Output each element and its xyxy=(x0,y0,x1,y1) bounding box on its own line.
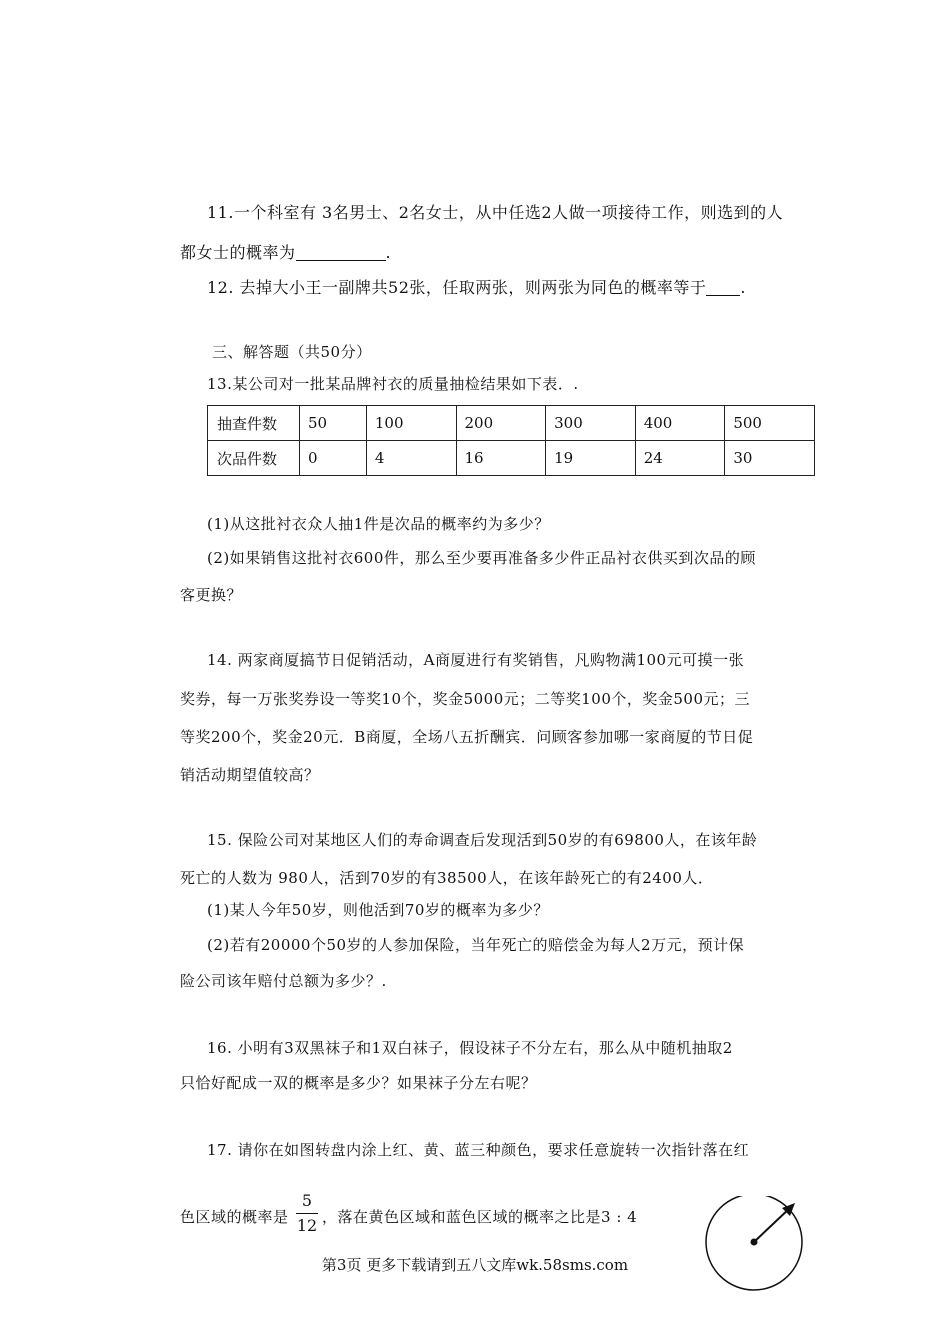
fraction-numerator: 5 xyxy=(301,1191,313,1210)
table-cell: 19 xyxy=(546,441,636,476)
answer-blank-11 xyxy=(296,244,386,261)
question-17-line-2-pre: 色区域的概率是 xyxy=(180,1208,289,1226)
spinner-dial-diagram xyxy=(700,1196,810,1306)
probability-fraction xyxy=(296,1190,318,1237)
spinner-center-dot xyxy=(751,1239,758,1246)
question-14-line-1: 14. 两家商厦搞节日促销活动，A商厦进行有奖销售，凡购物满100元可摸一张 xyxy=(207,651,745,669)
question-14-line-4: 销活动期望值较高？ xyxy=(180,766,320,784)
table-cell: 30 xyxy=(725,441,815,476)
question-15-line-1: 15. 保险公司对某地区人们的寿命调查后发现活到50岁的有69800人，在该年龄 xyxy=(207,831,758,849)
table-cell: 16 xyxy=(456,441,546,476)
table-cell: 200 xyxy=(456,406,546,441)
table-row xyxy=(208,406,815,441)
question-16-line-1: 16. 小明有3双黑袜子和1双白袜子，假设袜子不分左右，那么从中随机抽取2 xyxy=(207,1039,733,1057)
table-cell: 24 xyxy=(635,441,725,476)
question-15-part-2-line-1: (2)若有20000个50岁的人参加保险，当年死亡的赔偿金为每人2万元，预计保 xyxy=(207,936,745,954)
answer-blank-12 xyxy=(706,279,740,296)
question-12-text: 12. 去掉大小王一副牌共52张，任取两张，则两张为同色的概率等于 xyxy=(207,278,707,297)
question-11-line-1: 11.一个科室有 3名男士、2名女士，从中任选2人做一项接待工作，则选到的人 xyxy=(207,203,784,222)
table-row-header: 抽查件数 xyxy=(208,406,300,441)
table-cell: 0 xyxy=(300,441,367,476)
question-14-line-2: 奖券，每一万张奖券设一等奖10个，奖金5000元；二等奖100个，奖金500元；三 xyxy=(180,690,751,708)
question-12 xyxy=(207,278,746,298)
question-17-line-2-post: ，落在黄色区域和蓝色区域的概率之比是3 : 4 xyxy=(322,1208,638,1226)
fraction-bar xyxy=(296,1213,318,1214)
question-12-end: . xyxy=(740,278,746,297)
table-cell: 400 xyxy=(635,406,725,441)
table-cell: 100 xyxy=(366,406,456,441)
question-11-end: . xyxy=(385,243,392,262)
table-row-header: 次品件数 xyxy=(208,441,300,476)
table-row xyxy=(208,441,815,476)
question-11-text: 都女士的概率为 xyxy=(180,243,296,262)
question-13-intro: 13.某公司对一批某品牌衬衣的质量抽检结果如下表．. xyxy=(207,375,579,393)
question-14-line-3: 等奖200个，奖金20元．B商厦，全场八五折酬宾．问顾客参加哪一家商厦的节日促 xyxy=(180,728,754,746)
question-13-part-2-line-1: (2)如果销售这批衬衣600件，那么至少要再准备多少件正品衬衣供买到次品的顾 xyxy=(207,549,756,567)
question-11-line-2 xyxy=(180,243,391,263)
section-heading: 三、解答题（共50分） xyxy=(212,343,372,361)
table-cell: 4 xyxy=(366,441,456,476)
question-15-part-1: (1)某人今年50岁，则他活到70岁的概率为多少？ xyxy=(207,901,549,919)
question-15-line-2: 死亡的人数为 980人，活到70岁的有38500人，在该年龄死亡的有2400人． xyxy=(180,869,714,887)
fraction-denominator: 12 xyxy=(296,1216,318,1235)
spinner-pointer xyxy=(754,1207,791,1242)
question-15-part-2-line-2: 险公司该年赔付总额为多少？. xyxy=(180,972,387,990)
question-13-part-2-line-2: 客更换？ xyxy=(180,586,243,604)
question-17-line-1: 17. 请你在如图转盘内涂上红、黄、蓝三种颜色，要求任意旋转一次指针落在红 xyxy=(207,1141,750,1159)
table-cell: 500 xyxy=(725,406,815,441)
inspection-table xyxy=(207,405,815,476)
question-16-line-2: 只恰好配成一双的概率是多少？如果袜子分左右呢？ xyxy=(180,1074,537,1092)
question-13-part-1: (1)从这批衬衣众人抽1件是次品的概率约为多少？ xyxy=(207,515,550,533)
table-cell: 300 xyxy=(546,406,636,441)
page-footer: 第3页 更多下载请到五八文库wk.58sms.com xyxy=(321,1256,629,1274)
table-cell: 50 xyxy=(300,406,367,441)
